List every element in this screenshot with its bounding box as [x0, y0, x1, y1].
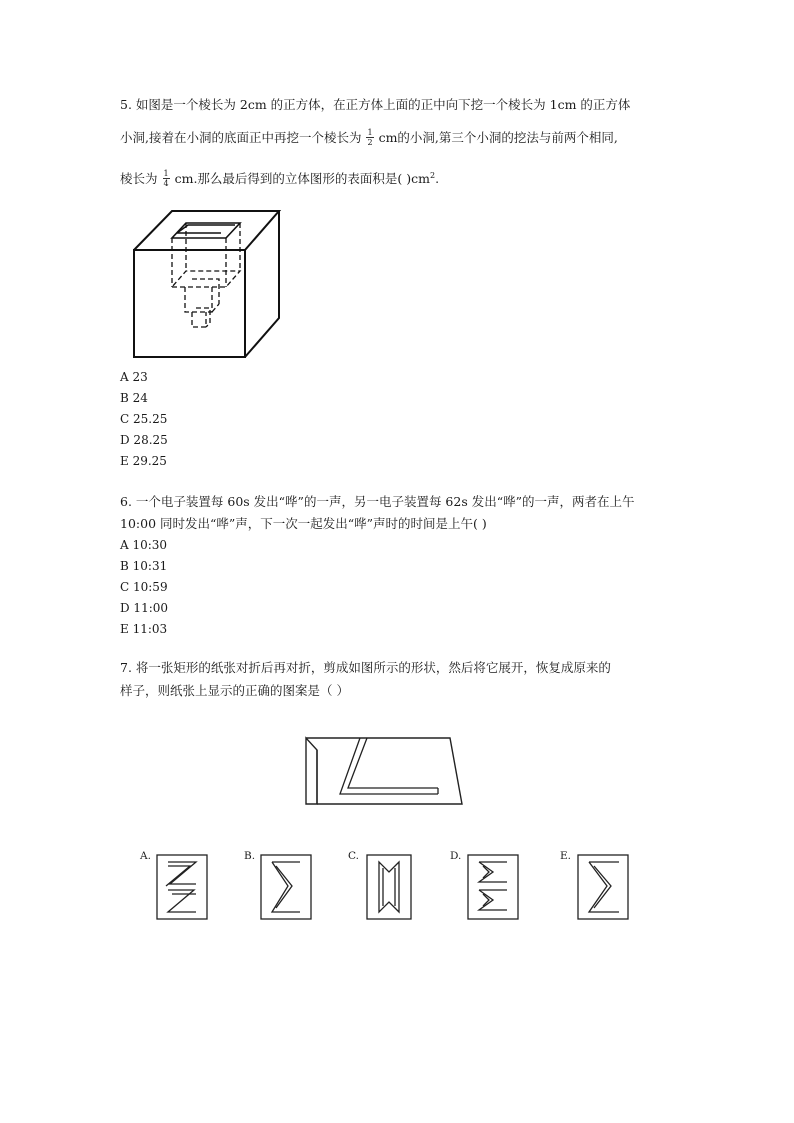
q5-option-b[interactable]: B 24	[120, 391, 148, 405]
panel-label-e: E.	[560, 850, 572, 862]
q5-option-c[interactable]: C 25.25	[120, 412, 168, 426]
q5-line-1: 5. 如图是一个棱长为 2cm 的正方体，在正方体上面的正中向下挖一个棱长为 1cm 的正方体	[120, 97, 631, 112]
folded-paper-figure	[300, 728, 468, 808]
q5-line-2	[120, 129, 618, 148]
panel-c-pattern[interactable]	[366, 854, 412, 920]
q5-line-2-text-a: 小洞,接着在小洞的底面正中再挖一个棱长为	[120, 130, 362, 145]
q6-option-b[interactable]: B 10:31	[120, 559, 168, 573]
q6-option-d[interactable]: D 11:00	[120, 601, 169, 615]
q5-option-e[interactable]: E 29.25	[120, 454, 167, 468]
q6-option-e[interactable]: E 11:03	[120, 622, 168, 636]
panel-a-pattern[interactable]	[156, 854, 208, 920]
q5-line-3: 棱长为 $\frac{1}{4}$ cm.那么最后得到的立体图形的表面积是( )$cm^2$.	[120, 169, 440, 189]
panel-label-d: D.	[450, 850, 462, 862]
panel-label-c: C.	[348, 850, 359, 862]
q6-line-1: 6. 一个电子装置每 60s 发出“哗”的一声，另一电子装置每 62s 发出“哗”的一声，两者在上午	[120, 494, 635, 509]
panel-b-pattern[interactable]	[260, 854, 312, 920]
q5-option-a[interactable]: A 23	[120, 370, 148, 384]
q7-line-1: 7. 将一张矩形的纸张对折后再对折，剪成如图所示的形状，然后将它展开，恢复成原来的	[120, 660, 611, 675]
fraction-half: $\frac{1}{2}$	[367, 128, 373, 147]
fraction-quarter: $\frac{1}{4}$	[163, 169, 169, 189]
q7-line-2: 样子，则纸张上显示的正确的图案是（ ）	[120, 683, 349, 698]
cube-with-holes-figure	[128, 205, 284, 361]
q5-line-2-text-b: cm的小洞,第三个小洞的挖法与前两个相同,	[378, 130, 618, 145]
panel-label-a: A.	[140, 850, 151, 862]
q6-option-c[interactable]: C 10:59	[120, 580, 168, 594]
q6-line-2: 10:00 同时发出“哗”声，下一次一起发出“哗”声时的时间是上午( )	[120, 516, 487, 531]
q5-line-3-text-a: 棱长为	[120, 171, 158, 187]
q5-line-3-text-b: cm.那么最后得到的立体图形的表面积是( )cm	[174, 171, 431, 187]
q6-option-a[interactable]: A 10:30	[120, 538, 168, 552]
q5-unit-exponent: 2	[430, 171, 436, 180]
panel-e-pattern[interactable]	[577, 854, 629, 920]
q5-option-d[interactable]: D 28.25	[120, 433, 168, 447]
panel-label-b: B.	[244, 850, 256, 862]
panel-d-pattern[interactable]	[467, 854, 519, 920]
